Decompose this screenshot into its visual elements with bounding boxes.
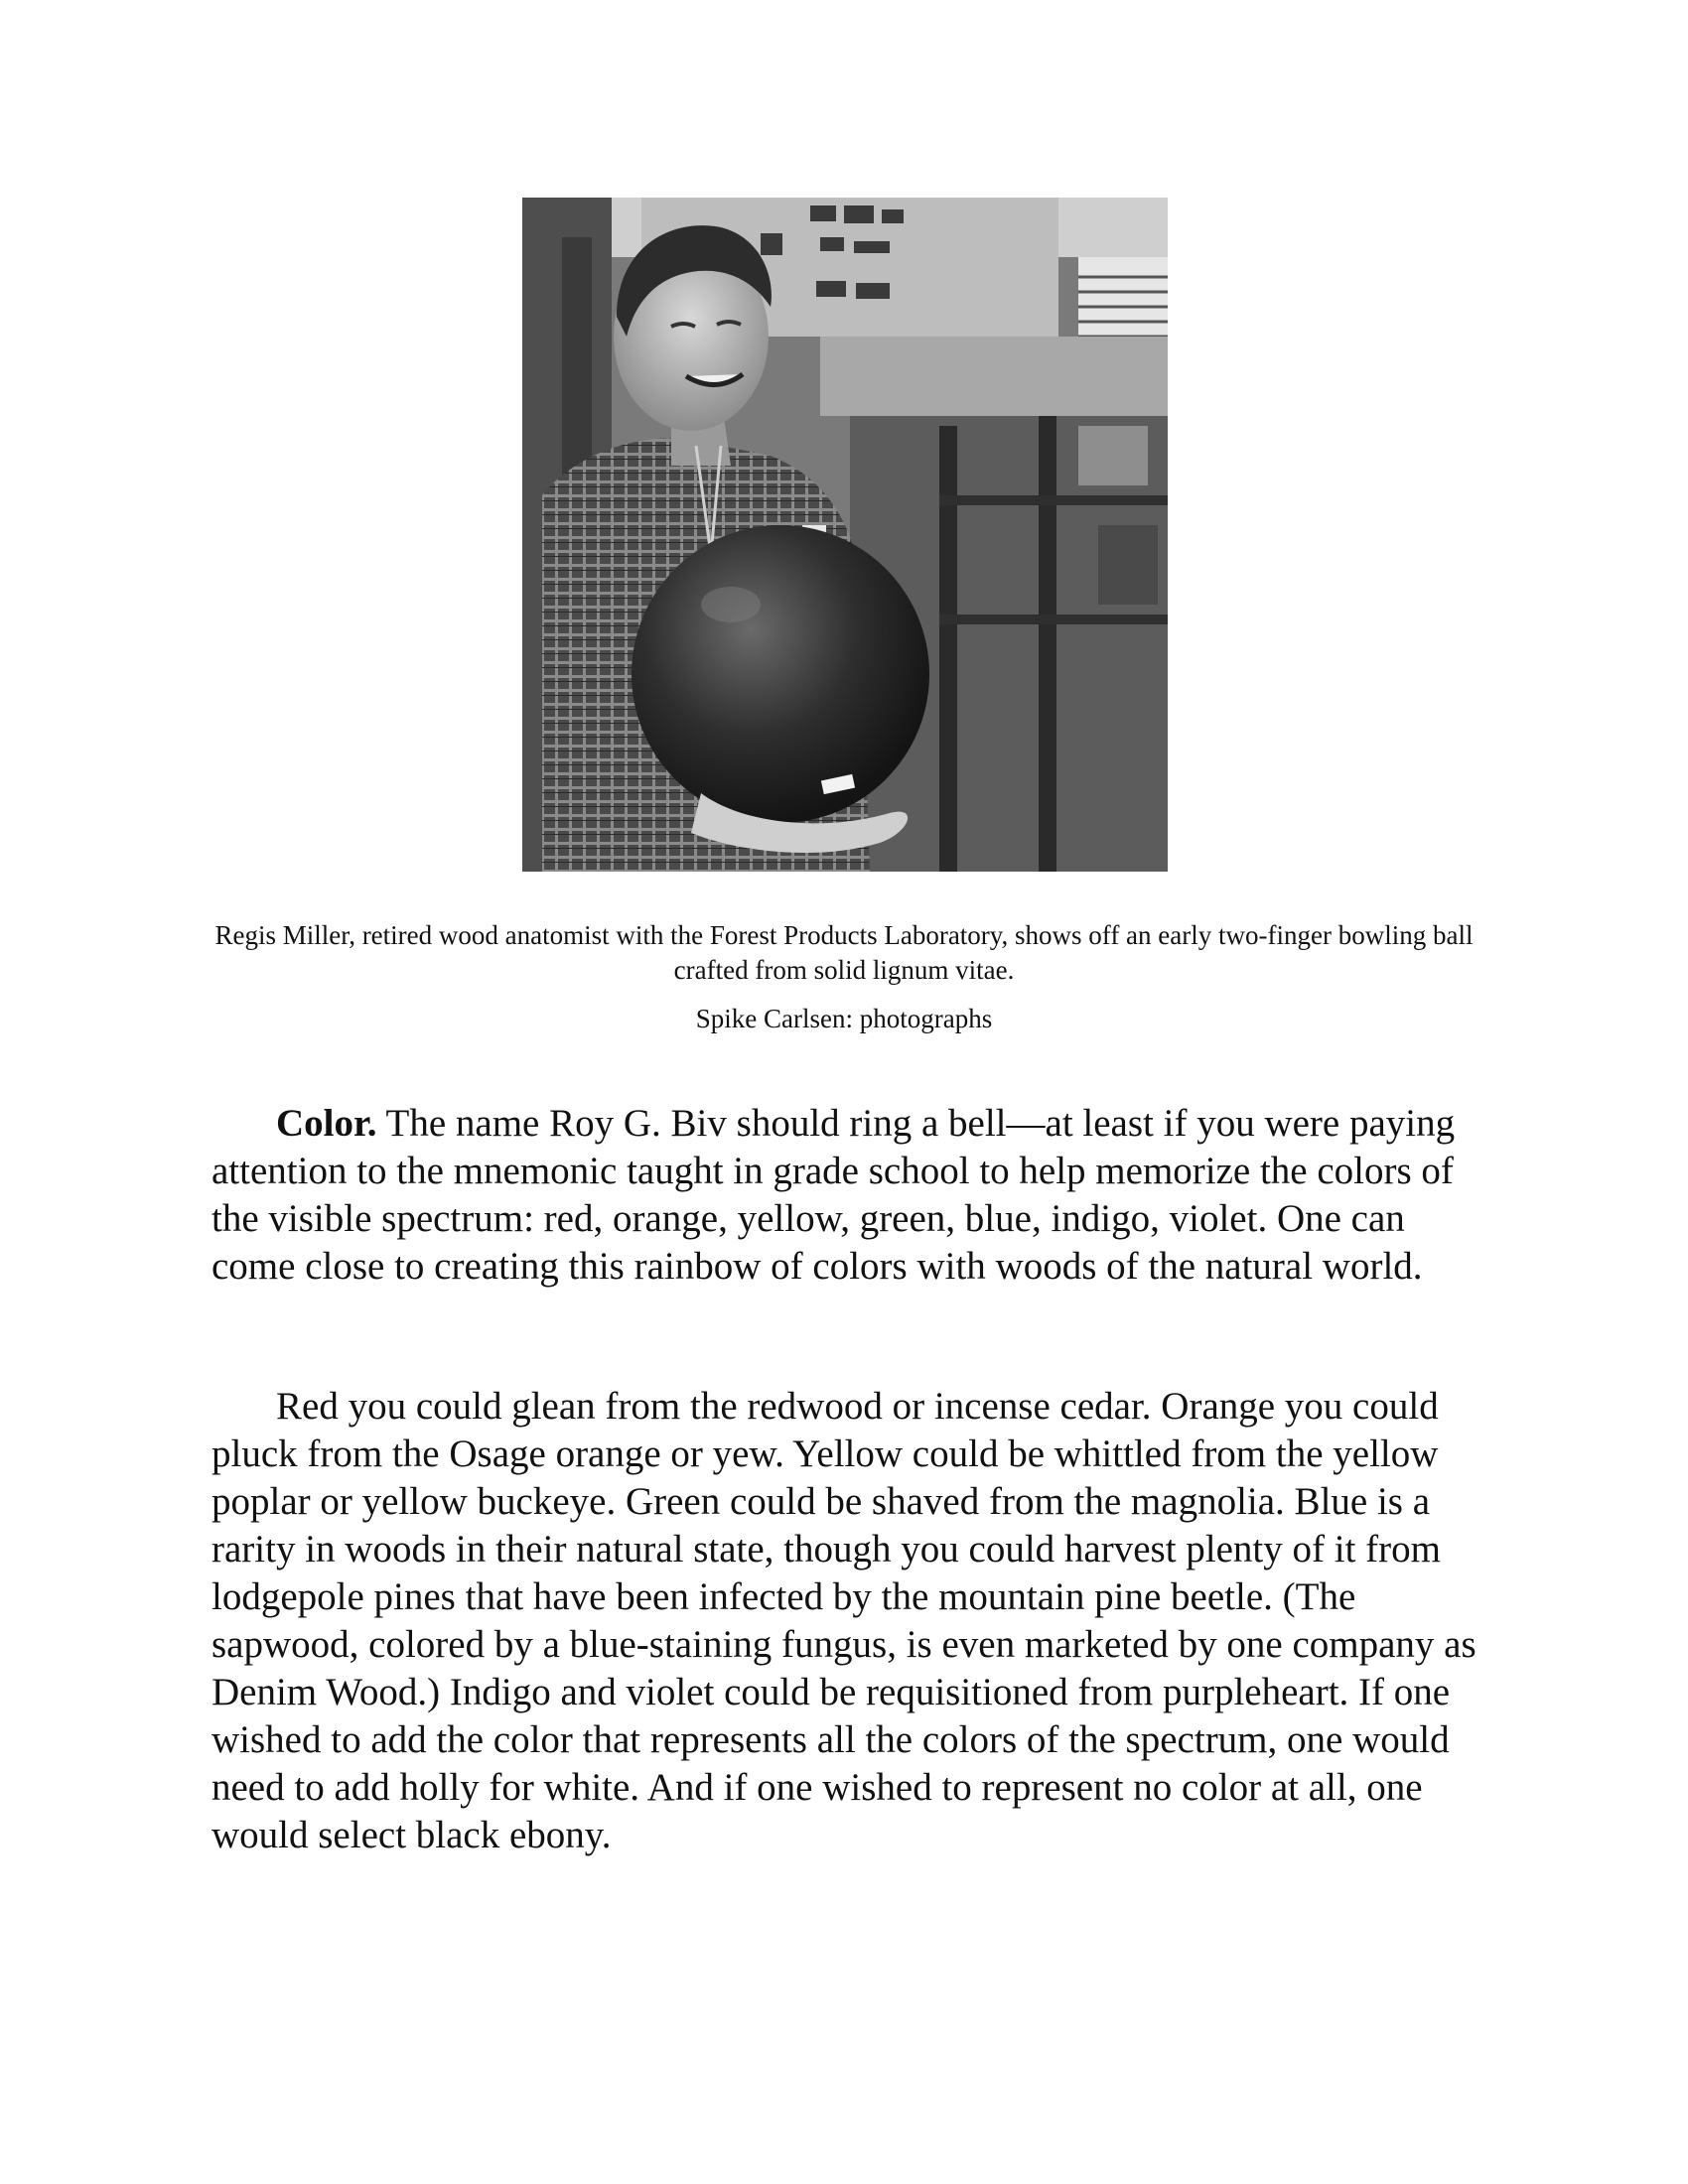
paragraph-color [211, 1100, 1492, 1291]
photo-man-holding-bowling-ball [522, 198, 1168, 872]
paragraph-lead: Color. [276, 1102, 377, 1145]
figure-caption: Regis Miller, retired wood anatomist with the Forest Products Laboratory, shows off an early two-finger bowling ball crafted from solid lignum vitae. [214, 920, 1474, 985]
paragraph-woods: Red you could glean from the redwood or incense cedar. Orange you could pluck from the Osage orange or yew. Yellow could be whittled from the yellow poplar or yellow buckeye. Green could be shaved from the magnolia. Blue is a rarity in woods in their natural state, though you could harvest plenty of it from lodgepole pines that have been infected by the mountain pine beetle. (The sapwood, colored by a blue-staining fungus, is even marketed by one company as Denim Wood.) Indigo and violet could be requisitioned from purpleheart. If one wished to add the color that represents all the colors of the spectrum, one would need to add holly for white. And if one wished to represent no color at all, one would select black ebony. [211, 1385, 1477, 1856]
paragraph-text: The name Roy G. Biv should ring a bell—at least if you were paying attention to the mnemonic taught in grade school to help memorize the colors of the visible spectrum: red, orange, yellow, green, blue, indigo, violet. One can come close to creating this rainbow of colors with woods of the natural world. [211, 1102, 1456, 1288]
photo-credit: Spike Carlsen: photographs [695, 1004, 993, 1033]
